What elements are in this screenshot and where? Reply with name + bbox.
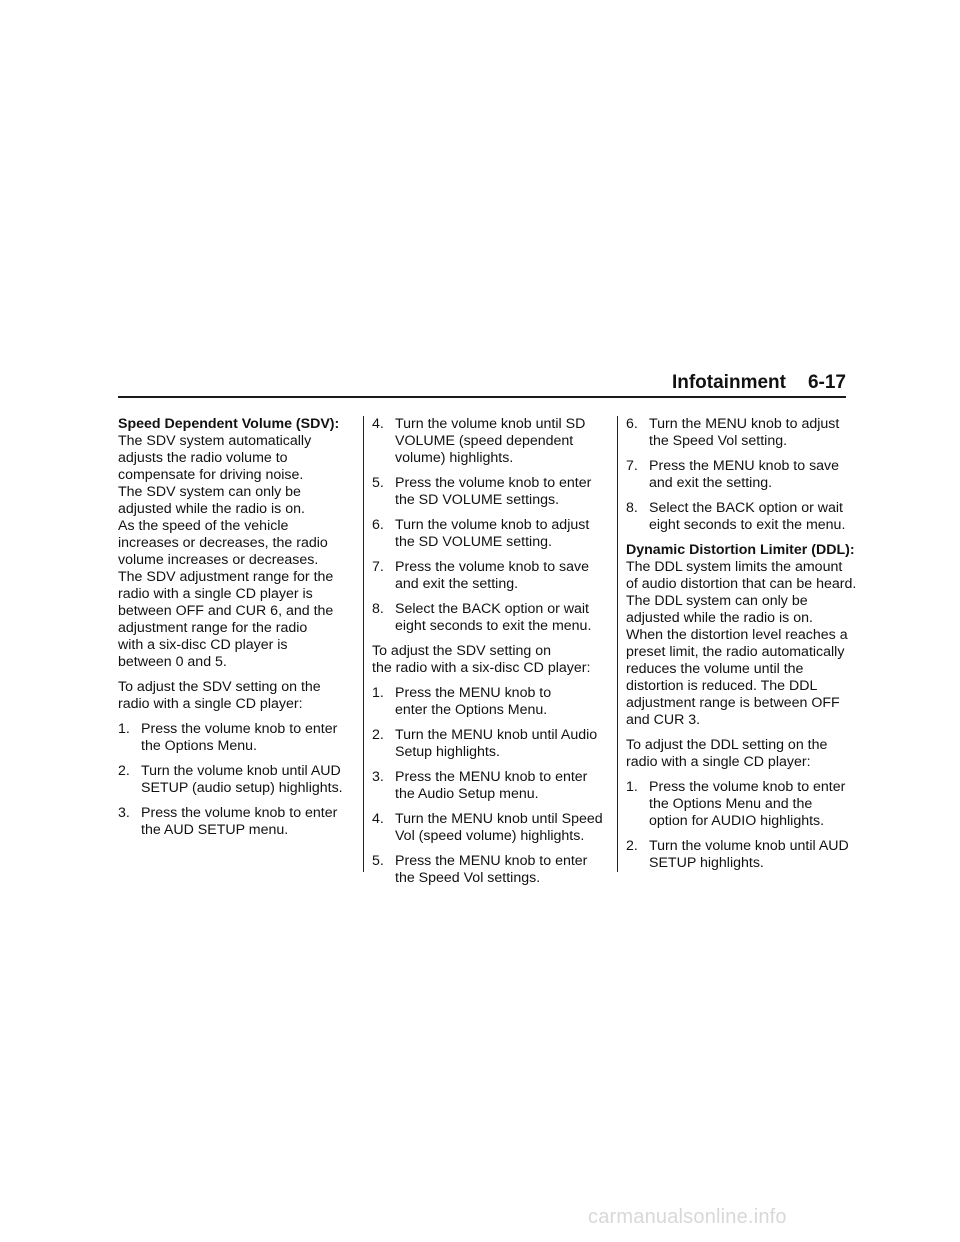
step-number: 1. xyxy=(118,721,130,737)
text-line: SETUP (audio setup) highlights. xyxy=(141,780,343,796)
text-line: adjusts the radio volume to xyxy=(118,450,288,466)
list-item xyxy=(372,811,608,845)
text-line: and CUR 3. xyxy=(626,712,701,728)
steps-list xyxy=(626,416,862,534)
list-item xyxy=(118,805,354,839)
text-line: the Options Menu and the xyxy=(649,796,813,812)
step-number: 7. xyxy=(372,559,384,575)
text-line: Select the BACK option or wait xyxy=(395,601,589,617)
text-line: enter the Options Menu. xyxy=(395,702,548,718)
list-item xyxy=(372,416,608,467)
text-line: adjustment range for the radio xyxy=(118,620,308,636)
step-number: 1. xyxy=(372,685,384,701)
text-line: increases or decreases, the radio xyxy=(118,535,328,551)
column-divider xyxy=(617,416,618,872)
step-number: 8. xyxy=(626,500,638,516)
text-line: between 0 and 5. xyxy=(118,654,227,670)
text-line: To adjust the DDL setting on the xyxy=(626,737,828,753)
sdv-paragraph xyxy=(118,416,354,671)
list-item xyxy=(372,601,608,635)
text-line: adjustment range is between OFF xyxy=(626,695,840,711)
text-line: with a six-disc CD player is xyxy=(118,637,288,653)
text-line: the Audio Setup menu. xyxy=(395,786,539,802)
text-line: compensate for driving noise. xyxy=(118,467,304,483)
text-line: of audio distortion that can be heard. xyxy=(626,576,857,592)
list-item xyxy=(372,769,608,803)
column-1 xyxy=(118,416,354,847)
text-line: Turn the volume knob until AUD xyxy=(649,838,849,854)
watermark: carmanualsonline.info xyxy=(588,1206,787,1228)
ddl-paragraph xyxy=(626,542,862,729)
step-number: 7. xyxy=(626,458,638,474)
step-number: 8. xyxy=(372,601,384,617)
text-line: and exit the setting. xyxy=(649,475,773,491)
steps-list xyxy=(118,721,354,839)
text-line: Press the MENU knob to xyxy=(395,685,552,701)
text-line: the SD VOLUME settings. xyxy=(395,492,560,508)
text-line: radio with a single CD player: xyxy=(626,754,811,770)
text-line: the Options Menu. xyxy=(141,738,257,754)
step-number: 4. xyxy=(372,811,384,827)
text-line: the Speed Vol settings. xyxy=(395,870,541,886)
text-line: eight seconds to exit the menu. xyxy=(395,618,592,634)
step-number: 4. xyxy=(372,416,384,432)
text-line: Press the MENU knob to save xyxy=(649,458,840,474)
steps-list xyxy=(372,416,608,635)
text-line: The DDL system limits the amount xyxy=(626,559,843,575)
text-line: adjusted while the radio is on. xyxy=(626,610,813,626)
list-item xyxy=(626,500,862,534)
text-line: VOLUME (speed dependent xyxy=(395,433,574,449)
text-line: The SDV system automatically xyxy=(118,433,312,449)
text-line: When the distortion level reaches a xyxy=(626,627,848,643)
text-line: The DDL system can only be xyxy=(626,593,808,609)
text-line: Turn the MENU knob until Audio xyxy=(395,727,598,743)
text-line: As the speed of the vehicle xyxy=(118,518,289,534)
list-item xyxy=(372,727,608,761)
step-number: 2. xyxy=(372,727,384,743)
text-line: Vol (speed volume) highlights. xyxy=(395,828,585,844)
text-line: distortion is reduced. The DDL xyxy=(626,678,818,694)
list-item xyxy=(372,517,608,551)
text-line: Turn the MENU knob to adjust xyxy=(649,416,840,432)
text-line: Turn the volume knob until SD xyxy=(395,416,586,432)
text-line: To adjust the SDV setting on xyxy=(372,643,552,659)
text-line: the SD VOLUME setting. xyxy=(395,534,552,550)
text-line: Press the volume knob to enter xyxy=(649,779,846,795)
text-line: between OFF and CUR 6, and the xyxy=(118,603,334,619)
text-line: Setup highlights. xyxy=(395,744,500,760)
intro-paragraph xyxy=(626,737,862,771)
step-number: 2. xyxy=(118,763,130,779)
page-header xyxy=(118,370,846,398)
text-line: Press the volume knob to enter xyxy=(141,805,338,821)
text-line: the radio with a six-disc CD player: xyxy=(372,660,591,676)
section-title: Infotainment xyxy=(671,372,786,393)
text-line: To adjust the SDV setting on the xyxy=(118,679,321,695)
column-divider xyxy=(363,416,364,872)
text-line: Press the volume knob to enter xyxy=(141,721,338,737)
step-number: 3. xyxy=(372,769,384,785)
list-item xyxy=(626,458,862,492)
step-number: 5. xyxy=(372,475,384,491)
step-number: 2. xyxy=(626,838,638,854)
step-number: 3. xyxy=(118,805,130,821)
list-item xyxy=(626,838,862,872)
text-line: The SDV adjustment range for the xyxy=(118,569,334,585)
text-line: volume increases or decreases. xyxy=(118,552,319,568)
step-number: 5. xyxy=(372,853,384,869)
list-item xyxy=(372,685,608,719)
page-number: 6-17 xyxy=(807,372,846,393)
sdv-heading: Speed Dependent Volume (SDV): xyxy=(118,416,340,432)
list-item xyxy=(372,559,608,593)
text-line: Press the volume knob to enter xyxy=(395,475,592,491)
text-line: Press the volume knob to save xyxy=(395,559,589,575)
text-line: The SDV system can only be xyxy=(118,484,301,500)
column-2 xyxy=(372,416,608,895)
text-line: SETUP highlights. xyxy=(649,855,764,871)
text-line: Select the BACK option or wait xyxy=(649,500,843,516)
text-line: radio with a single CD player is xyxy=(118,586,313,602)
steps-list xyxy=(626,779,862,872)
step-number: 1. xyxy=(626,779,638,795)
text-line: reduces the volume until the xyxy=(626,661,804,677)
list-item xyxy=(118,721,354,755)
text-line: radio with a single CD player: xyxy=(118,696,303,712)
header-text xyxy=(672,372,846,394)
list-item xyxy=(626,779,862,830)
intro-paragraph xyxy=(372,643,608,677)
text-line: the Speed Vol setting. xyxy=(649,433,788,449)
column-3 xyxy=(626,416,862,880)
text-line: Turn the volume knob to adjust xyxy=(395,517,590,533)
text-line: option for AUDIO highlights. xyxy=(649,813,825,829)
text-line: Turn the MENU knob until Speed xyxy=(395,811,603,827)
text-line: Press the MENU knob to enter xyxy=(395,853,588,869)
list-item xyxy=(626,416,862,450)
text-line: adjusted while the radio is on. xyxy=(118,501,305,517)
text-line: preset limit, the radio automatically xyxy=(626,644,845,660)
text-line: and exit the setting. xyxy=(395,576,519,592)
list-item xyxy=(372,475,608,509)
intro-paragraph xyxy=(118,679,354,713)
ddl-heading: Dynamic Distortion Limiter (DDL): xyxy=(626,542,855,558)
list-item xyxy=(118,763,354,797)
step-number: 6. xyxy=(372,517,384,533)
text-line: the AUD SETUP menu. xyxy=(141,822,289,838)
list-item xyxy=(372,853,608,887)
text-line: volume) highlights. xyxy=(395,450,514,466)
text-line: Press the MENU knob to enter xyxy=(395,769,588,785)
text-line: Turn the volume knob until AUD xyxy=(141,763,341,779)
text-line: eight seconds to exit the menu. xyxy=(649,517,846,533)
steps-list xyxy=(372,685,608,887)
step-number: 6. xyxy=(626,416,638,432)
